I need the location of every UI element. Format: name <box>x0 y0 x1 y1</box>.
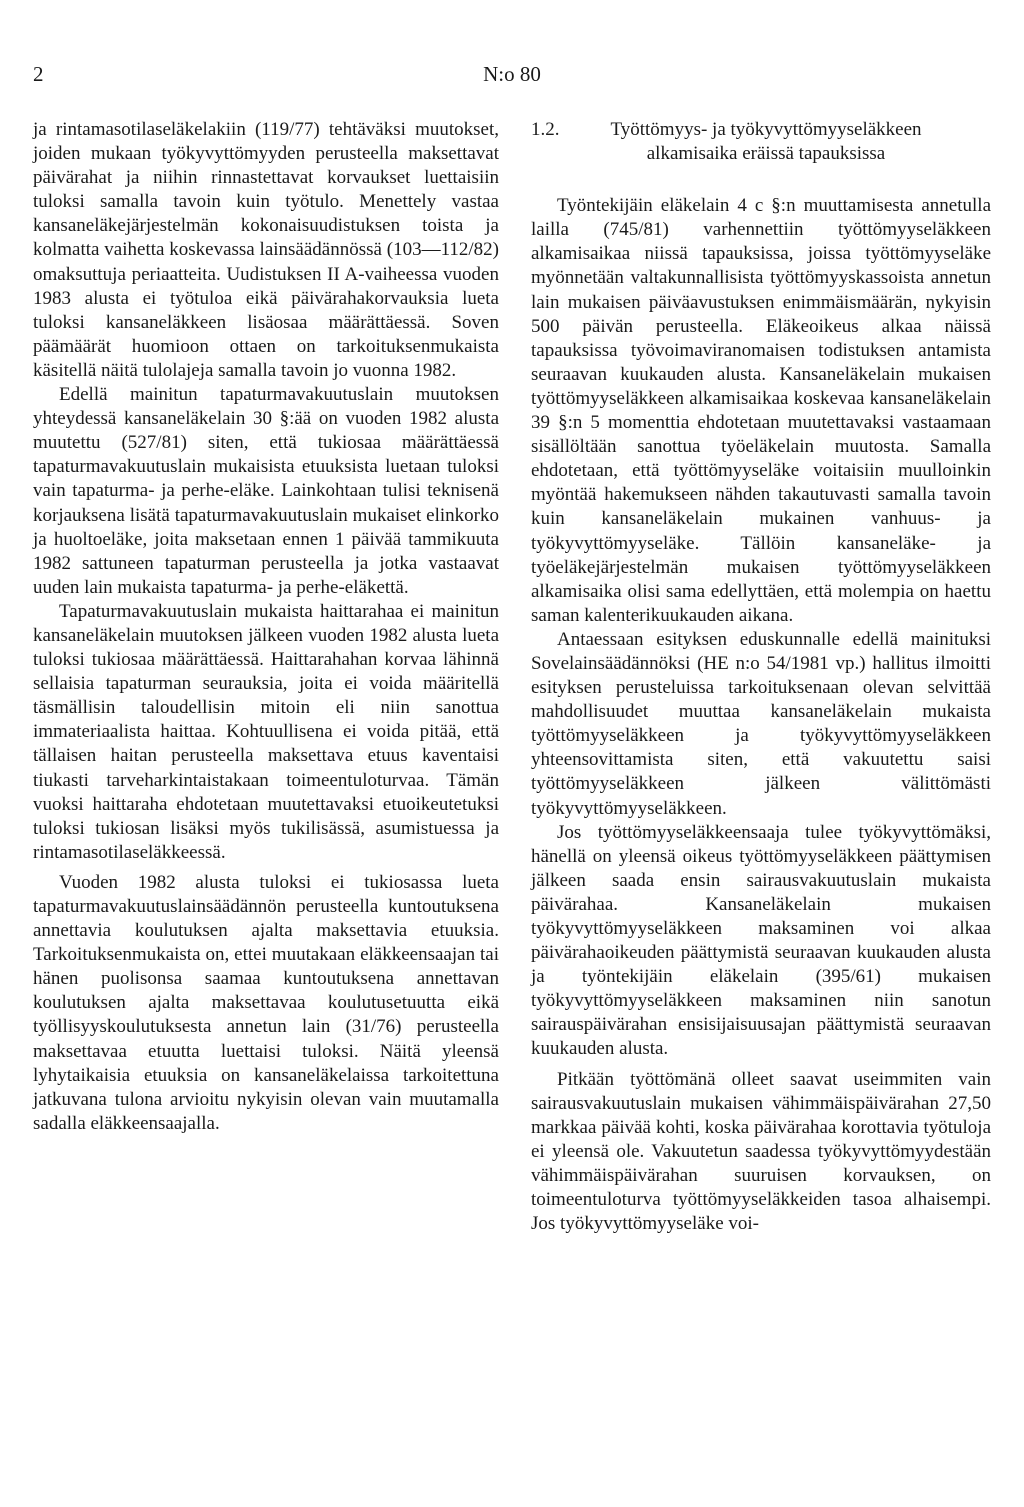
paragraph: Edellä mainitun tapaturmavakuutuslain muutoksen yhteydessä kansaneläkelain 30 §:ää on vuoden 1982 alusta muutettu (527/81) siten, että tukiosaa määrättäessä tapaturmavakuutuslain mukaisista etuuksista luetaan tuloksi vain tapaturma- ja perhe-eläke. Lainkohtaan tulisi teknisenä korjauksena lisätä tapaturmavakuutuslain mukaiset elinkorko ja huoltoeläke, joita maksetaan ennen 1 päivää tammikuuta 1982 sattuneen tapaturman perusteella ja jotka vastaavat uuden lain mukaista tapaturma- ja perhe-eläkettä. <box>33 384 499 598</box>
paragraph: Antaessaan esityksen eduskunnalle edellä mainituksi Sovelainsäädännöksi (HE n:o 54/1981 vp.) hallitus ilmoitti esityksen perusteluissa tarkoituksenaan olevan selvittää mahdollisuudet muuttaa kansaneläkelain mukaista työttömyyseläkkeen ja työkyvyttömyyseläkkeen yhteensovittamista siten, että vakuutettu saisi työttömyyseläkkeen jälkeen välittömästi työkyvyttömyyseläkkeen. <box>531 628 991 819</box>
section-heading <box>531 118 991 166</box>
section-number: 1.2. <box>531 119 560 140</box>
paragraph: ja rintamasotilaseläkelakiin (119/77) tehtäväksi muutokset, joiden mukaan työkyvyttömyyden perusteella maksettavat päivärahat ja niihin rinnastettavat korvaukset luettaisiin tuloksi samalla tavoin kuin työtulo. Menettely vastaa kansaneläkejärjestelmän kokonaisuudistuksen toista ja kolmatta vaihetta koskevassa lainsäädännössä (103—112/82) omaksuttuja periaatteita. Uudistuksen II A-vaiheessa vuoden 1983 alusta ei työtuloa eikä päivärahakorvauksia lueta tuloksi kansaneläkkeen lisäosaa määrättäessä. Soven päämäärät huomioon ottaen on tarkoituksenmukaista käsitellä näitä tulolajeja samalla tavoin jo vuonna 1982. <box>33 119 499 381</box>
right-column <box>531 118 991 1236</box>
section-title: Työttömyys- ja työkyvyttömyyseläkkeen alkamisaika eräissä tapauksissa <box>610 119 922 165</box>
paragraph: Työntekijäin eläkelain 4 c §:n muuttamisesta annetulla lailla (745/81) varhennettiin työttömyyseläkkeen alkamisaikaa niissä tapauksissa, joissa työttömyyseläke myönnetään valtakunnallisista työttömyyskassoista annetun lain mukaisen päiväavustuksen enimmäismäärän, nykyisin 500 päivän perusteella. Eläkeoikeus alkaa näissä tapauksissa työvoimaviranomaisen todistuksen antamista seuraavan kuukauden alusta. Kansaneläkelain mukaisen työttömyyseläkkeen alkamisaikaa koskevaa kansaneläkelain 39 §:n 5 momenttia ehdotetaan muutettavaksi vastaamaan sisällöltään sanottua työeläkelain muutosta. Samalla ehdotetaan, että työttömyyseläke voitaisiin muulloinkin myöntää hakemukseen nähden takautuvasti samalla tavoin kuin kansaneläkelain mukainen vanhuus- ja työkyvyttömyyseläke. Tällöin kansaneläke- ja työeläkejärjestelmän mukaisen työttömyyseläkkeen alkamisaika olisi sama edellyttäen, että molempia on haettu saman kalenterikuukauden aikana. <box>531 195 991 626</box>
paragraph: Jos työttömyyseläkkeensaaja tulee työkyvyttömäksi, hänellä on yleensä oikeus työttömyyseläkkeen päättymisen jälkeen saada ensin sairausvakuutuslain mukaista päivärahaa. Kansaneläkelain mukaisen työkyvyttömyyseläkkeen maksaminen voi alkaa päivärahaoikeuden päättymistä seuraavan kuukauden alusta ja työntekijäin eläkelain (395/61) mukaisen työkyvyttömyyseläkkeen maksaminen niin sanotun sairauspäivärahan ensisijaisuusajan päättymistä seuraavan kuukauden alusta. <box>531 821 991 1060</box>
left-column <box>33 118 499 1136</box>
paragraph: Tapaturmavakuutuslain mukaista haittarahaa ei mainitun kansaneläkelain muutoksen jälkeen vuoden 1982 alusta lueta tuloksi tukiosaa määrättäessä. Haittarahahan korvaa lähinnä sellaisia tapaturman seurauksia, joita ei voida määritellä täsmällisin taloudellisin mitoin eli niin sanottua immateriaalista haittaa. Kohtuullisena ei voida pitää, että tällaisen haitan perusteella maksettava etuus kaventaisi tiukasti tarveharkintaistakaan toimeentuloturvaa. Tämän vuoksi haittaraha ehdotetaan muutettavaksi etuoikeutetuksi tuloksi tukiosan lisäksi myös tukilisässä, asumistuessa ja rintamasotilaseläkkeessä. <box>33 600 499 863</box>
page-number: 2 <box>33 62 44 86</box>
paragraph: Vuoden 1982 alusta tuloksi ei tukiosassa lueta tapaturmavakuutuslainsäädännön perusteella kuntoutuksena annettavia koulutuksen ajalta maksettavia etuuksia. Tarkoituksenmukaista on, ettei muutakaan eläkkeensaajan tai hänen puolisonsa saamaa kuntoutuksena annettavan koulutuksen ajalta maksettavaa koulutusetuutta eikä työllisyyskoulutuksesta annetun lain (31/76) perusteella maksettavaa etuutta luettaisi tuloksi. Näitä yleensä lyhytaikaisia etuuksia on kansaneläkelaissa tarkoitettuna jatkuvana tulona arvioitu nykyisin olevan vain muutamalla sadalla eläkkeensaajalla. <box>33 871 499 1134</box>
document-number: N:o 80 <box>483 62 541 86</box>
paragraph: Pitkään työttömänä olleet saavat useimmiten vain sairausvakuutuslain mukaisen vähimmäispäivärahan 27,50 markkaa päivää kohti, koska päivärahaa korottavia työtuloja ei yleensä ole. Vakuutetun saadessa työkyvyttömyydestään vähimmäispäivärahan suuruisen korvauksen, on toimeentuloturva työttömyyseläkkeiden tasoa alhaisempi. Jos työkyvyttömyyseläke voi- <box>531 1068 991 1235</box>
